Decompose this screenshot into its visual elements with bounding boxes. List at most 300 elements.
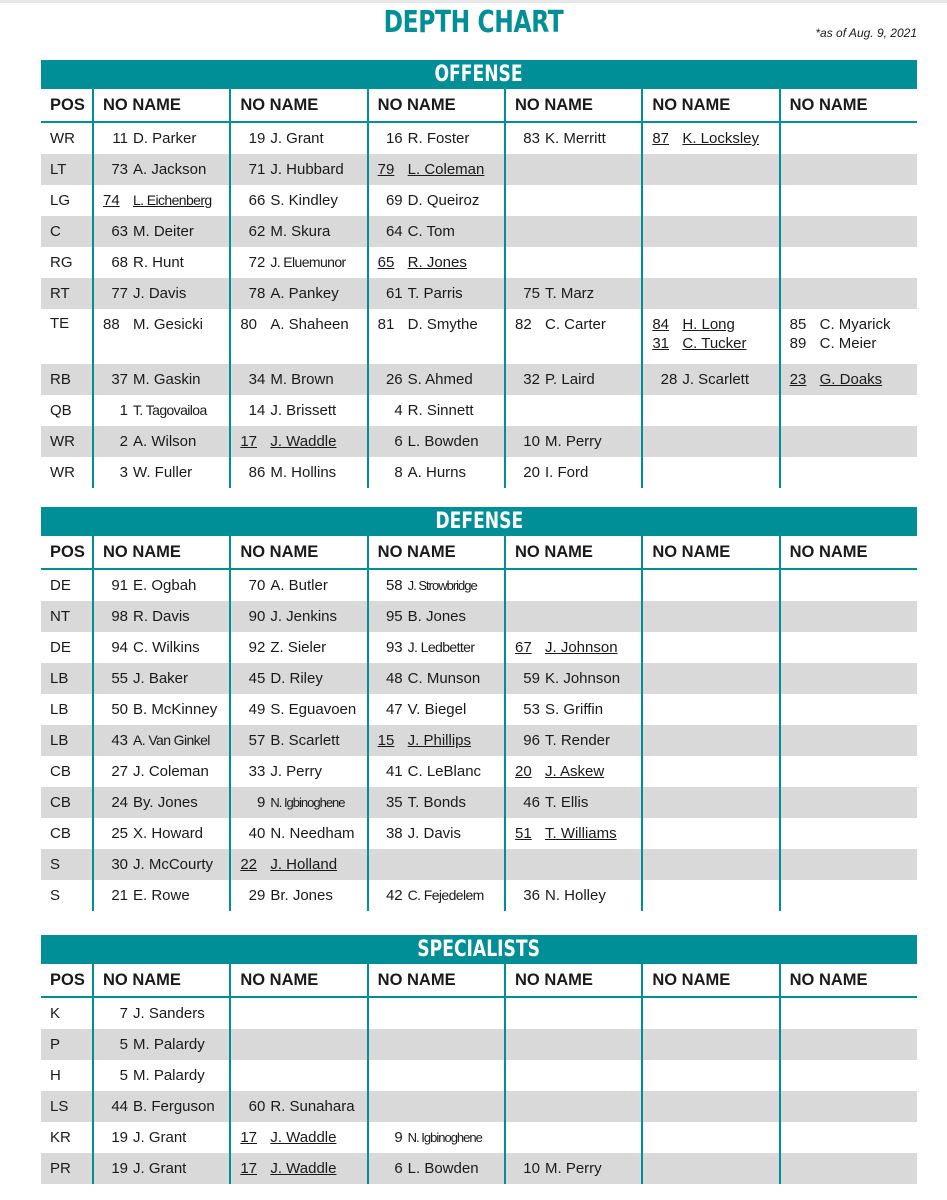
player-cell <box>505 395 642 426</box>
position-cell: DE <box>50 577 71 594</box>
player-cell <box>230 756 367 787</box>
player-entry <box>240 856 337 873</box>
jersey-number: 63 <box>111 223 128 240</box>
player-cell <box>642 1091 779 1122</box>
player-entry <box>515 285 594 302</box>
position-cell: LS <box>41 1091 93 1122</box>
player-entry <box>240 887 333 904</box>
jersey-number: 95 <box>385 608 403 625</box>
top-divider <box>0 0 947 3</box>
player-entry <box>103 254 184 271</box>
player-entry <box>240 464 336 481</box>
player-entry <box>103 639 200 656</box>
player-name: L. Eichenberg <box>133 192 212 208</box>
player-name: T. Render <box>544 732 611 749</box>
jersey-number: 27 <box>111 763 128 780</box>
position-cell: KR <box>50 1129 71 1146</box>
jersey-number: 53 <box>523 701 540 718</box>
player-cell <box>780 278 917 309</box>
player-cell <box>93 1122 230 1153</box>
player-cell <box>230 395 367 426</box>
jersey-number: 9 <box>256 794 266 811</box>
jersey-number: 21 <box>111 887 128 904</box>
position-cell: TE <box>50 315 70 332</box>
player-cell <box>505 997 642 1029</box>
player-name: M. Palardy <box>133 1067 205 1084</box>
jersey-number: 64 <box>385 223 403 240</box>
player-entry <box>103 315 229 334</box>
player-cell <box>93 122 230 154</box>
player-name: B. Ferguson <box>133 1098 215 1115</box>
jersey-number: 86 <box>248 464 266 481</box>
player-entry <box>378 223 455 240</box>
player-name: S. Eguavoen <box>270 701 357 718</box>
jersey-number: 33 <box>248 763 266 780</box>
player-entry <box>515 732 610 749</box>
player-cell <box>505 818 642 849</box>
player-cell <box>505 426 642 457</box>
player-name: A. Butler <box>270 577 328 594</box>
player-cell <box>230 997 367 1029</box>
player-cell <box>505 787 642 818</box>
no-name-header: NO NAME <box>93 89 230 122</box>
player-name: J. Waddle <box>270 1129 337 1146</box>
player-name: C. Myarick <box>819 316 891 333</box>
player-entry <box>378 315 504 334</box>
player-cell <box>642 663 779 694</box>
player-cell <box>230 278 367 309</box>
position-cell: LG <box>50 192 71 209</box>
jersey-number: 92 <box>248 639 266 656</box>
player-entry <box>378 371 473 388</box>
player-cell <box>505 663 642 694</box>
jersey-number: 38 <box>385 825 403 842</box>
player-cell <box>780 216 917 247</box>
jersey-number: 96 <box>523 732 540 749</box>
player-cell <box>230 1122 367 1153</box>
jersey-number: 59 <box>523 670 540 687</box>
jersey-number: 94 <box>111 639 128 656</box>
player-name: G. Doaks <box>819 371 883 388</box>
jersey-number: 5 <box>119 1036 128 1053</box>
player-name: D. Queiroz <box>407 192 480 209</box>
player-entry <box>378 464 466 481</box>
player-cell <box>780 1029 917 1060</box>
player-entry <box>515 670 620 687</box>
player-cell <box>642 122 779 154</box>
jersey-number: 5 <box>119 1067 128 1084</box>
player-cell <box>780 849 917 880</box>
no-name-header: NO NAME <box>642 536 779 569</box>
player-cell <box>93 309 230 364</box>
player-cell <box>780 1153 917 1184</box>
jersey-number: 70 <box>248 577 266 594</box>
player-cell <box>230 364 367 395</box>
player-cell <box>368 787 505 818</box>
player-cell <box>93 1060 230 1091</box>
player-entry <box>240 192 338 209</box>
player-cell <box>93 849 230 880</box>
no-name-header: NO NAME <box>368 964 505 997</box>
player-name: L. Bowden <box>407 433 479 450</box>
player-entry <box>378 254 467 271</box>
jersey-number: 7 <box>119 1005 128 1022</box>
player-entry <box>240 670 323 687</box>
player-entry <box>240 254 345 271</box>
player-cell <box>505 849 642 880</box>
position-cell: WR <box>41 426 93 457</box>
table-row <box>41 185 917 216</box>
table-row <box>41 154 917 185</box>
jersey-number: 22 <box>240 856 258 873</box>
position-cell: QB <box>50 402 72 419</box>
player-cell <box>93 364 230 395</box>
player-cell <box>93 725 230 756</box>
player-name: E. Ogbah <box>133 577 197 594</box>
player-entry <box>103 1005 205 1022</box>
player-cell <box>505 278 642 309</box>
player-name: I. Ford <box>544 464 589 481</box>
player-entry <box>378 192 480 209</box>
player-cell <box>642 787 779 818</box>
player-name: L. Bowden <box>407 1160 479 1177</box>
player-cell <box>642 1029 779 1060</box>
player-name: E. Rowe <box>133 887 190 904</box>
jersey-number: 10 <box>523 1160 540 1177</box>
player-cell <box>505 756 642 787</box>
player-name: A. Hurns <box>407 464 467 481</box>
player-cell <box>642 1060 779 1091</box>
jersey-number: 40 <box>248 825 266 842</box>
position-cell: DE <box>50 639 71 656</box>
player-cell <box>505 309 642 364</box>
jersey-number: 84 <box>652 316 669 333</box>
page-title: DEPTH CHART <box>383 5 564 40</box>
jersey-number: 35 <box>385 794 403 811</box>
no-name-header: NO NAME <box>230 964 367 997</box>
player-entry <box>515 464 588 481</box>
player-cell <box>368 122 505 154</box>
player-cell <box>230 457 367 488</box>
player-cell <box>93 1091 230 1122</box>
player-name: K. Merritt <box>544 130 606 147</box>
player-name: R. Foster <box>407 130 470 147</box>
player-cell <box>93 278 230 309</box>
player-cell <box>230 309 367 364</box>
player-cell <box>368 395 505 426</box>
player-cell <box>230 725 367 756</box>
player-name: D. Parker <box>133 130 197 147</box>
no-name-header: NO NAME <box>780 964 917 997</box>
player-cell <box>93 663 230 694</box>
player-cell <box>642 818 779 849</box>
table-row <box>41 278 917 309</box>
jersey-number: 73 <box>111 161 128 178</box>
player-entry <box>103 763 209 780</box>
no-name-header: NO NAME <box>780 536 917 569</box>
player-cell <box>93 632 230 663</box>
jersey-number: 29 <box>248 887 266 904</box>
player-entry <box>790 334 917 353</box>
jersey-number: 80 <box>240 316 258 333</box>
player-cell <box>368 1060 505 1091</box>
player-cell <box>642 756 779 787</box>
player-cell <box>780 395 917 426</box>
player-name: J. Holland <box>270 856 338 873</box>
player-cell <box>505 247 642 278</box>
player-name: J. Scarlett <box>682 371 749 388</box>
jersey-number: 65 <box>377 254 395 271</box>
player-cell <box>780 663 917 694</box>
header-row <box>41 89 917 122</box>
player-cell <box>93 1153 230 1184</box>
player-cell <box>230 154 367 185</box>
player-name: B. Scarlett <box>270 732 340 749</box>
player-cell <box>642 154 779 185</box>
player-entry <box>103 192 212 209</box>
player-cell <box>93 1029 230 1060</box>
player-cell <box>642 426 779 457</box>
player-name: C. Munson <box>407 670 481 687</box>
player-cell <box>780 601 917 632</box>
player-name: R. Hunt <box>133 254 184 271</box>
position-cell: RG <box>50 254 73 271</box>
player-cell <box>368 364 505 395</box>
player-cell <box>780 632 917 663</box>
table-row <box>41 122 917 154</box>
no-name-header: NO NAME <box>505 536 642 569</box>
player-name: T. Tagovailoa <box>133 402 207 418</box>
player-cell <box>780 1122 917 1153</box>
table-row <box>41 632 917 663</box>
table-row <box>41 849 917 880</box>
player-name: C. Meier <box>819 335 877 352</box>
player-name: M. Palardy <box>133 1036 205 1053</box>
player-name: T. Williams <box>544 825 617 842</box>
player-cell <box>780 185 917 216</box>
player-entry <box>240 701 356 718</box>
player-cell <box>642 309 779 364</box>
position-cell: LT <box>41 154 93 185</box>
player-cell <box>230 1060 367 1091</box>
player-cell <box>505 1060 642 1091</box>
no-name-header: NO NAME <box>505 89 642 122</box>
player-cell <box>93 426 230 457</box>
player-entry <box>240 639 326 656</box>
jersey-number: 1 <box>119 402 128 419</box>
player-cell <box>642 1153 779 1184</box>
table-row <box>41 880 917 911</box>
player-cell <box>368 216 505 247</box>
table-row <box>41 1122 917 1153</box>
player-entry <box>378 402 474 419</box>
player-cell <box>505 216 642 247</box>
jersey-number: 83 <box>523 130 540 147</box>
player-name: J. Coleman <box>133 763 209 780</box>
section-banner: SPECIALISTS <box>41 935 917 964</box>
player-name: A. Pankey <box>270 285 339 302</box>
player-cell <box>642 457 779 488</box>
player-cell <box>230 1153 367 1184</box>
position-cell: LB <box>41 725 93 756</box>
player-cell <box>642 632 779 663</box>
player-cell <box>505 569 642 601</box>
player-entry <box>103 825 203 842</box>
jersey-number: 9 <box>394 1129 403 1146</box>
pos-header: POS <box>41 89 93 122</box>
player-entry <box>240 223 330 240</box>
pos-header: POS <box>41 536 93 569</box>
jersey-number: 8 <box>394 464 403 481</box>
player-name: T. Marz <box>544 285 595 302</box>
jersey-number: 20 <box>514 763 532 780</box>
offense-table <box>41 89 917 488</box>
jersey-number: 45 <box>248 670 266 687</box>
player-entry <box>240 285 338 302</box>
player-cell <box>505 1153 642 1184</box>
player-entry <box>652 315 778 334</box>
player-name: B. McKinney <box>133 701 218 718</box>
position-cell: RB <box>41 364 93 395</box>
player-name: M. Deiter <box>133 223 194 240</box>
player-name: T. Ellis <box>544 794 589 811</box>
player-entry <box>103 670 188 687</box>
position-cell: PR <box>41 1153 93 1184</box>
player-cell <box>780 694 917 725</box>
no-name-header: NO NAME <box>368 89 505 122</box>
position-cell: CB <box>50 825 71 842</box>
jersey-number: 79 <box>377 161 395 178</box>
jersey-number: 24 <box>111 794 128 811</box>
player-cell <box>642 1122 779 1153</box>
jersey-number: 77 <box>111 285 128 302</box>
player-cell <box>368 247 505 278</box>
player-name: S. Kindley <box>270 192 338 209</box>
player-cell <box>642 216 779 247</box>
player-name: J. Grant <box>270 130 324 147</box>
player-name: J. Strowbridge <box>407 578 477 593</box>
player-name: H. Long <box>682 316 735 333</box>
jersey-number: 28 <box>660 371 678 388</box>
table-row <box>41 1060 917 1091</box>
player-name: J. Baker <box>133 670 189 687</box>
player-name: Z. Sieler <box>270 639 327 656</box>
player-entry <box>652 371 749 388</box>
player-cell <box>93 880 230 911</box>
player-cell <box>93 395 230 426</box>
player-name: M. Hollins <box>270 464 337 481</box>
no-name-header: NO NAME <box>642 964 779 997</box>
player-cell <box>368 997 505 1029</box>
player-cell <box>780 569 917 601</box>
player-cell <box>93 457 230 488</box>
jersey-number: 14 <box>248 402 266 419</box>
player-entry <box>378 1129 482 1146</box>
player-entry <box>790 371 883 388</box>
defense-table <box>41 536 917 911</box>
player-cell <box>368 632 505 663</box>
player-name: A. Van Ginkel <box>133 732 210 748</box>
player-cell <box>368 457 505 488</box>
player-entry <box>240 1129 336 1146</box>
player-cell <box>505 725 642 756</box>
player-entry <box>515 639 618 656</box>
player-entry <box>515 315 641 334</box>
player-entry <box>103 887 190 904</box>
player-entry <box>103 1098 215 1115</box>
player-name: J. Grant <box>133 1129 187 1146</box>
player-name: T. Parris <box>407 285 463 302</box>
player-entry <box>103 732 210 749</box>
player-cell <box>505 185 642 216</box>
position-cell: LB <box>50 701 69 718</box>
specialists-table <box>41 964 917 1184</box>
player-cell <box>780 426 917 457</box>
player-entry <box>103 1036 205 1053</box>
player-name: By. Jones <box>133 794 198 811</box>
player-name: J. Eluemunor <box>270 254 346 270</box>
jersey-number: 60 <box>248 1098 266 1115</box>
offense-section <box>41 60 917 488</box>
player-entry <box>240 161 343 178</box>
player-entry <box>103 371 201 388</box>
header-row <box>41 964 917 997</box>
player-cell <box>780 154 917 185</box>
player-entry <box>103 856 213 873</box>
jersey-number: 78 <box>248 285 266 302</box>
player-cell <box>780 1091 917 1122</box>
player-cell <box>505 694 642 725</box>
player-entry <box>103 701 217 718</box>
player-cell <box>230 247 367 278</box>
player-entry <box>240 371 333 388</box>
player-entry <box>652 130 759 147</box>
player-cell <box>780 756 917 787</box>
jersey-number: 10 <box>523 433 540 450</box>
player-cell <box>780 247 917 278</box>
player-entry <box>103 402 207 419</box>
player-name: X. Howard <box>133 825 204 842</box>
player-name: J. Ledbetter <box>407 639 475 655</box>
player-cell <box>230 122 367 154</box>
player-name: M. Brown <box>270 371 334 388</box>
player-name: J. Grant <box>133 1160 187 1177</box>
jersey-number: 36 <box>523 887 540 904</box>
player-cell <box>780 457 917 488</box>
player-entry <box>515 887 606 904</box>
jersey-number: 67 <box>514 639 532 656</box>
player-entry <box>515 825 617 842</box>
player-name: J. Davis <box>407 825 461 842</box>
table-row <box>41 1091 917 1122</box>
jersey-number: 19 <box>111 1129 128 1146</box>
no-name-header: NO NAME <box>780 89 917 122</box>
jersey-number: 17 <box>240 1160 258 1177</box>
table-row <box>41 1029 917 1060</box>
jersey-number: 26 <box>385 371 403 388</box>
jersey-number: 68 <box>111 254 128 271</box>
player-cell <box>780 725 917 756</box>
player-cell <box>368 663 505 694</box>
no-name-header: NO NAME <box>93 536 230 569</box>
player-cell <box>368 278 505 309</box>
player-entry <box>790 315 917 334</box>
player-cell <box>368 1122 505 1153</box>
position-cell: S <box>50 887 61 904</box>
player-cell <box>230 849 367 880</box>
player-name: D. Smythe <box>407 316 478 333</box>
player-name: B. Jones <box>407 608 467 625</box>
